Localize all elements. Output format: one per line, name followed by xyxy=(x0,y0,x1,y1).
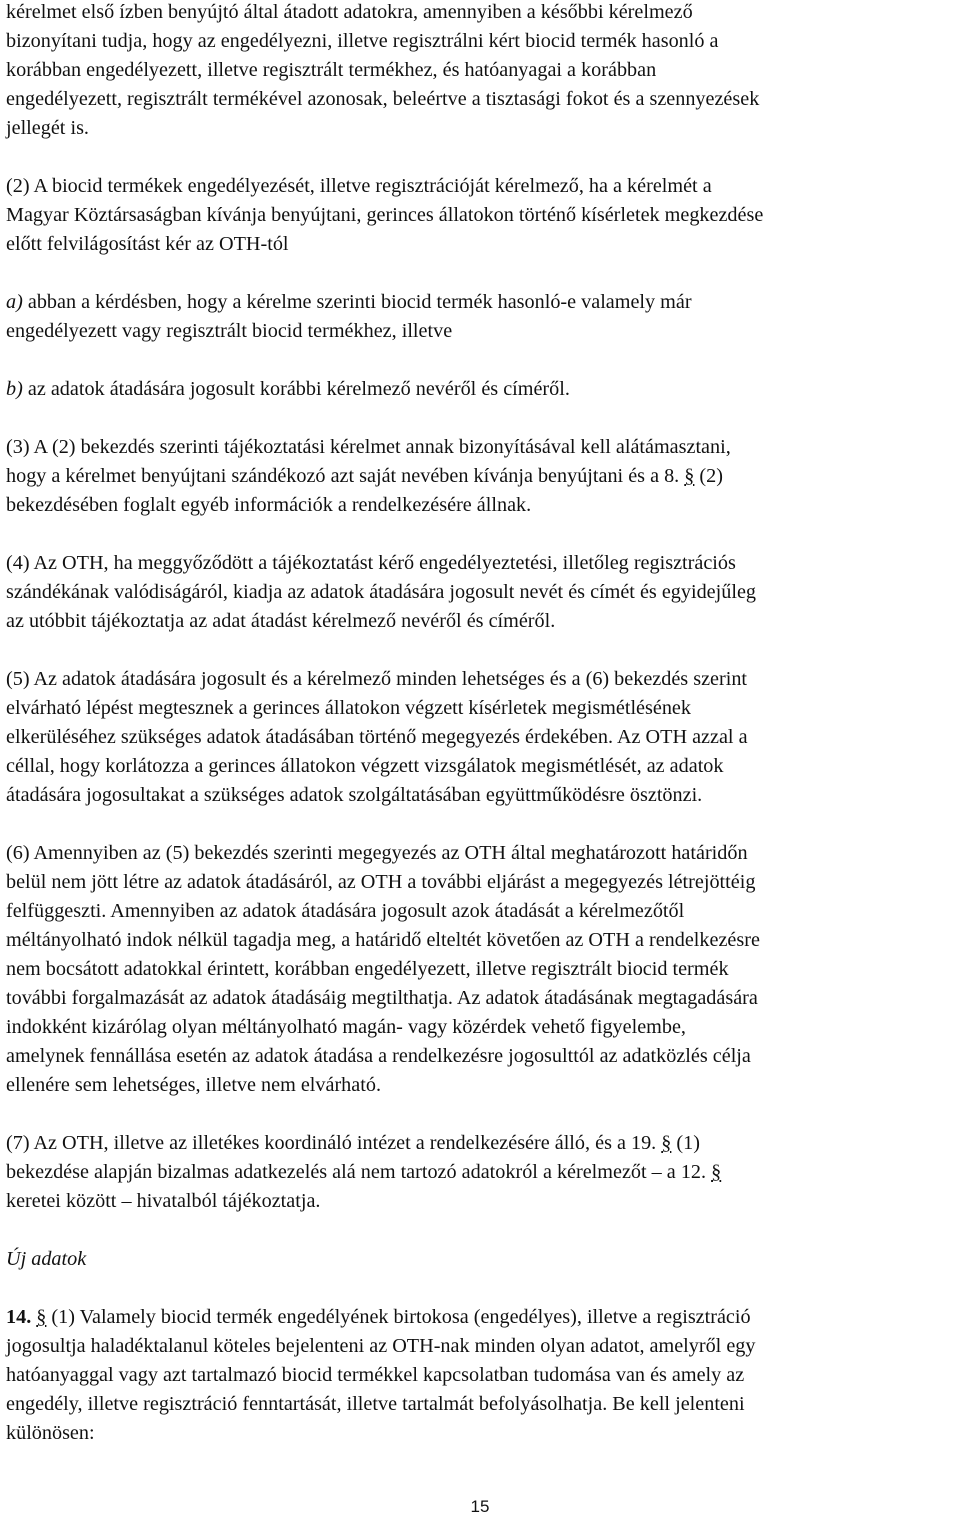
section-symbol-link[interactable]: § xyxy=(36,1306,47,1328)
text-line: további forgalmazását az adatok átadásáig megtilthatja. Az adatok átadásának megtagadására xyxy=(6,987,758,1009)
text-line: (4) Az OTH, ha meggyőződött a tájékoztatást kérő engedélyeztetési, illetőleg regisztrációs xyxy=(6,552,736,574)
text-line: méltányolható indok nélkül tagadja meg, a határidő elteltét követően az OTH a rendelkezésre xyxy=(6,929,760,951)
text-line: (7) Az OTH, illetve az illetékes koordináló intézet a rendelkezésére álló, és a 19. § (1) xyxy=(6,1132,700,1154)
text-line: bekezdésében foglalt egyéb információk a rendelkezésére állnak. xyxy=(6,494,532,516)
page-number: 15 xyxy=(470,1497,490,1516)
text-line: jogosultja haladéktalanul köteles bejelenteni az OTH-nak minden olyan adatot, amelyről egy xyxy=(6,1335,756,1357)
text-line: hogy a kérelmet benyújtani szándékozó azt saját nevében kívánja benyújtani és a 8. § (2) xyxy=(6,465,723,487)
point-label: a) xyxy=(6,291,23,313)
text-line: előtt felvilágosítást kér az OTH-tól xyxy=(6,233,289,255)
text-line: engedélyezett vagy regisztrált biocid termékhez, illetve xyxy=(6,320,453,342)
text-line: (6) Amennyiben az (5) bekezdés szerinti megegyezés az OTH által meghatározott határidőn xyxy=(6,842,748,864)
text-line: engedélyezett, regisztrált termékével azonosak, beleértve a tisztasági fokot és a szennyezések xyxy=(6,88,760,110)
text-line: céllal, hogy korlátozza a gerinces állatokon végzett vizsgálatok megismétlését, az adatok xyxy=(6,755,724,777)
text-line: engedély, illetve regisztráció fenntartását, illetve tartalmát befolyásolhatja. Be kell jelenteni xyxy=(6,1393,745,1415)
text-line: b) az adatok átadására jogosult korábbi kérelmező nevéről és címéről. xyxy=(6,378,570,400)
text-line: jellegét is. xyxy=(6,117,89,139)
section-heading: Új adatok xyxy=(6,1248,87,1270)
text-line: korábban engedélyezett, illetve regisztrált termékhez, és hatóanyagai a korábban xyxy=(6,59,657,81)
text-line: felfüggeszti. Amennyiben az adatok átadására jogosult azok átadását a kérelmezőtől xyxy=(6,900,685,922)
text-line: belül nem jött létre az adatok átadásáról, az OTH a további eljárást a megegyezés létrejöttéig xyxy=(6,871,756,893)
text-line: (5) Az adatok átadására jogosult és a kérelmező minden lehetséges és a (6) bekezdés szerint xyxy=(6,668,748,690)
text-line: különösen: xyxy=(6,1422,95,1444)
point-label: b) xyxy=(6,378,23,400)
text-line: a) abban a kérdésben, hogy a kérelme szerinti biocid termék hasonló-e valamely már xyxy=(6,291,692,313)
text-line: elkerüléséhez szükséges adatok átadásában történő megegyezés érdekében. Az OTH azzal a xyxy=(6,726,748,748)
text-line: átadására jogosultakat a szükséges adatok szolgáltatásában együttműködésre ösztönzi. xyxy=(6,784,703,806)
text-line: indokként kizárólag olyan méltányolható magán- vagy közérdek vehető figyelembe, xyxy=(6,1016,686,1038)
text-line: keretei között – hivatalból tájékoztatja. xyxy=(6,1190,321,1212)
text-line: bizonyítani tudja, hogy az engedélyezni, illetve regisztrálni kért biocid termék hasonló a xyxy=(6,30,719,52)
section-symbol-link[interactable]: § xyxy=(684,465,695,487)
text-line: (2) A biocid termékek engedélyezését, illetve regisztrációját kérelmező, ha a kérelmét a xyxy=(6,175,712,197)
text-line: Magyar Köztársaságban kívánja benyújtani, gerinces állatokon történő kísérletek megkezdése xyxy=(6,204,764,226)
text-line: bekezdése alapján bizalmas adatkezelés alá nem tartozó adatokról a kérelmezőt – a 12. § xyxy=(6,1161,722,1183)
text-line: szándékának valódiságáról, kiadja az adatok átadására jogosult nevét és címét és egyidejűleg xyxy=(6,581,757,603)
text-line: hatóanyaggal vagy azt tartalmazó biocid termékkel kapcsolatban tudomása van és amely az xyxy=(6,1364,745,1386)
text-line: nem bocsátott adatokkal érintett, korábban engedélyezett, illetve regisztrált biocid termék xyxy=(6,958,729,980)
text-line: az utóbbit tájékoztatja az adat átadást kérelmező nevéről és címéről. xyxy=(6,610,556,632)
section-number: 14. xyxy=(6,1306,32,1328)
section-symbol-link[interactable]: § xyxy=(661,1132,672,1154)
text-line: 14. § (1) Valamely biocid termék engedélyének birtokosa (engedélyes), illetve a regisztráció xyxy=(6,1306,751,1328)
text-line: kérelmet első ízben benyújtó által átadott adatokra, amennyiben a későbbi kérelmező xyxy=(6,1,693,23)
text-line: elvárható lépést megtesznek a gerinces állatokon végzett kísérletek megismétlésének xyxy=(6,697,691,719)
section-symbol-link[interactable]: § xyxy=(711,1161,722,1183)
text-line: ellenére sem lehetséges, illetve nem elvárható. xyxy=(6,1074,381,1096)
text-line: amelynek fennállása esetén az adatok átadása a rendelkezésre jogosulttól az adatközlés célja xyxy=(6,1045,751,1067)
text-line: (3) A (2) bekezdés szerinti tájékoztatási kérelmet annak bizonyításával kell alátámasztani, xyxy=(6,436,731,458)
